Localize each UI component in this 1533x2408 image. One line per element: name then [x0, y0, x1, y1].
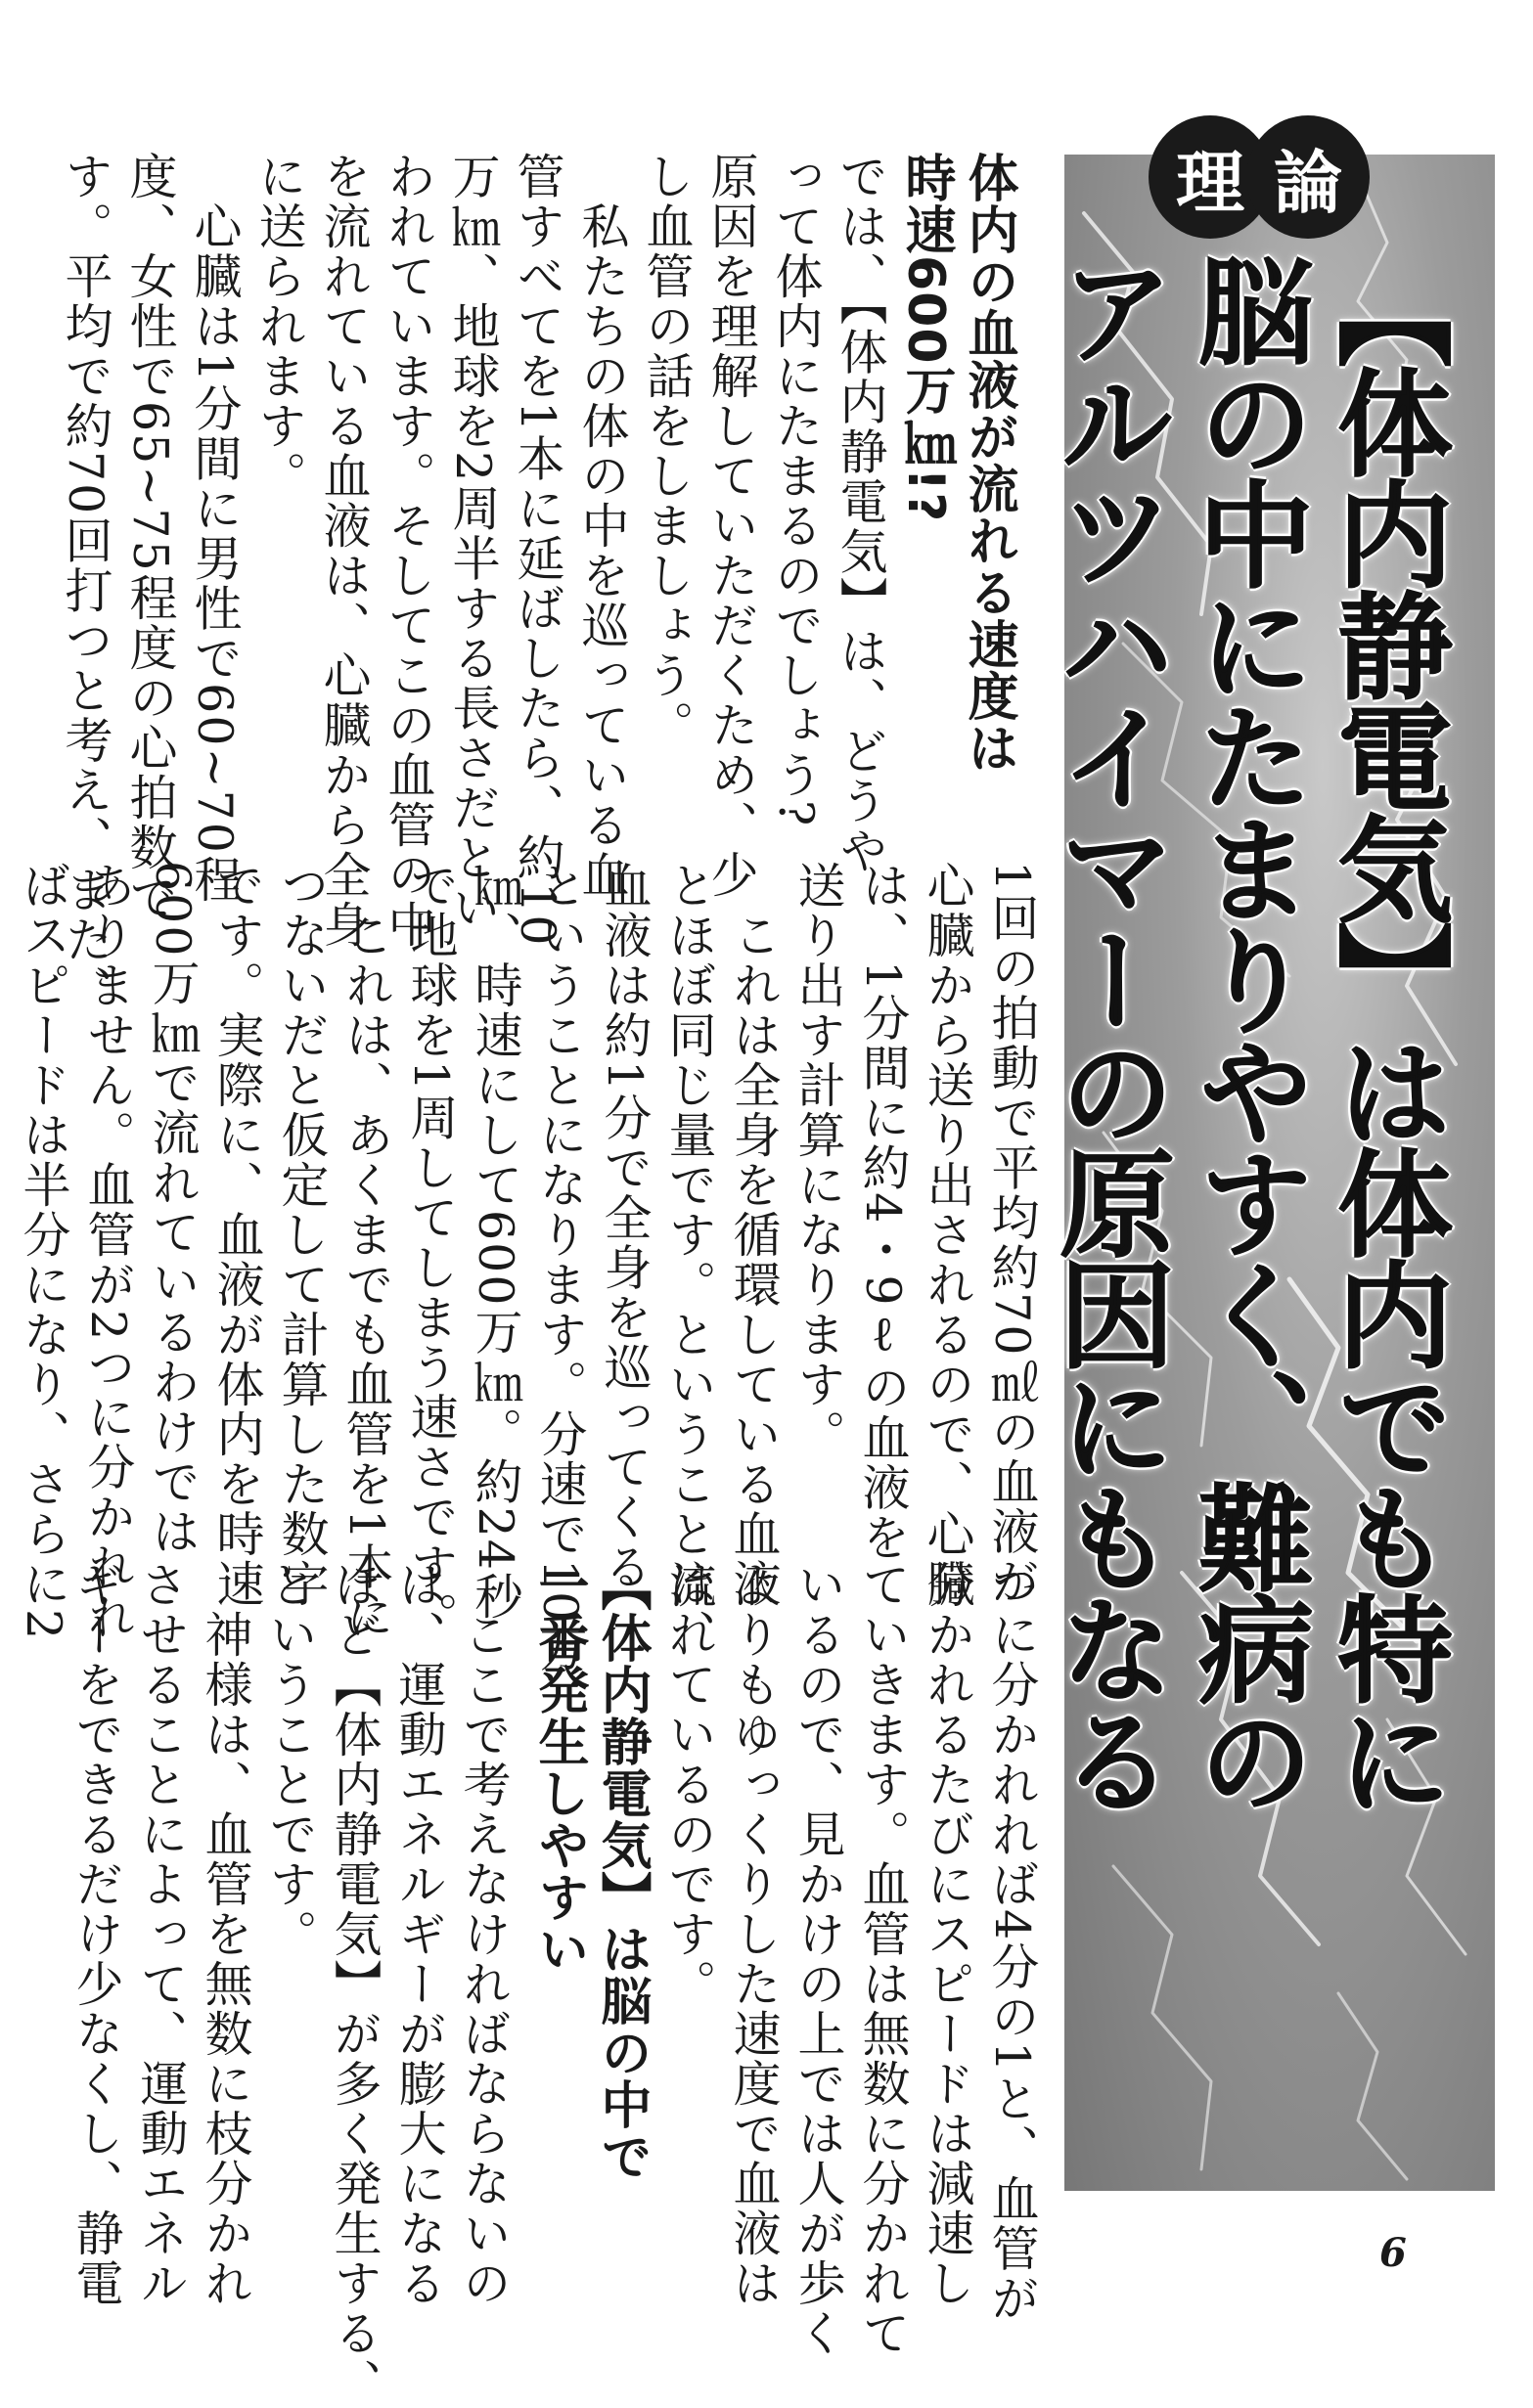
section3-heading: 【体内静電気】は脳の中で 一番発生しやすい: [529, 1560, 651, 2182]
section1-heading: 体内の血液が流れる速度は 時速600万㎞!?: [896, 152, 1017, 774]
page-number: 6: [1379, 2230, 1407, 2276]
section2-body: 1回の拍動で平均約70㎖の血液が 心臓から送り出されるので、心臓 は、1分間に約4・9ℓの血液を 送り出す計算になります。 これは全身を循環している血液 とほぼ同じ量です。ということは、 血液は約1分で全身を巡ってくる ということになります。分速で10万 ㎞、時速にして600万㎞。約24秒 で地球を1周してしまう速さです。 これは、あくまでも血管を1本に つないだと仮定して計算した数字 です。実際に、血液が体内を時速 600万㎞で流れているわけでは ありません。血管が2つに分かれれ ばスピードは半分になり、さらに2: [16, 861, 1040, 1674]
theory-badge-ron: 論: [1246, 115, 1370, 239]
section3-lead: つに分かれれば4分の1と、血管が 分かれるたびにスピードは減速し ていきます。血管は無数に分かれて いるので、見かけの上では人が歩く よりもゆっくりした速度で血液は 流れているのです。: [661, 1560, 1040, 2358]
section3-body: ここで考えなければならないの は、運動エネルギーが膨大になる ほど【体内静電気】が多く発生する、 ということです。 神様は、血管を無数に枝分かれ させることによって、運動エネル ギーをできるだけ少なくし、静電: [68, 1560, 512, 2408]
headline: 【体内静電気】は体内でも特に 脳の中にたまりやすく、難病の アルツハイマーの原因にもなる: [1040, 252, 1453, 1813]
theory-badge-ri: 理: [1149, 115, 1272, 239]
section1-body: では、【体内静電気】は、どうや って体内にたまるのでしょう? 原因を理解していただくため、少 し血管の話をしましょう。 私たちの体の中を巡っている血 管すべてを1本に延ばしたら、約10 万㎞、地球を2周半する長さだとい われています。そしてこの血管の中 を流れている血液は、心臓から全身 に送られます。 心臓は1分間に男性で60~70程 度、女性で65~75程度の心拍数で す。平均で約70回打つと考え、また、: [58, 152, 888, 1015]
